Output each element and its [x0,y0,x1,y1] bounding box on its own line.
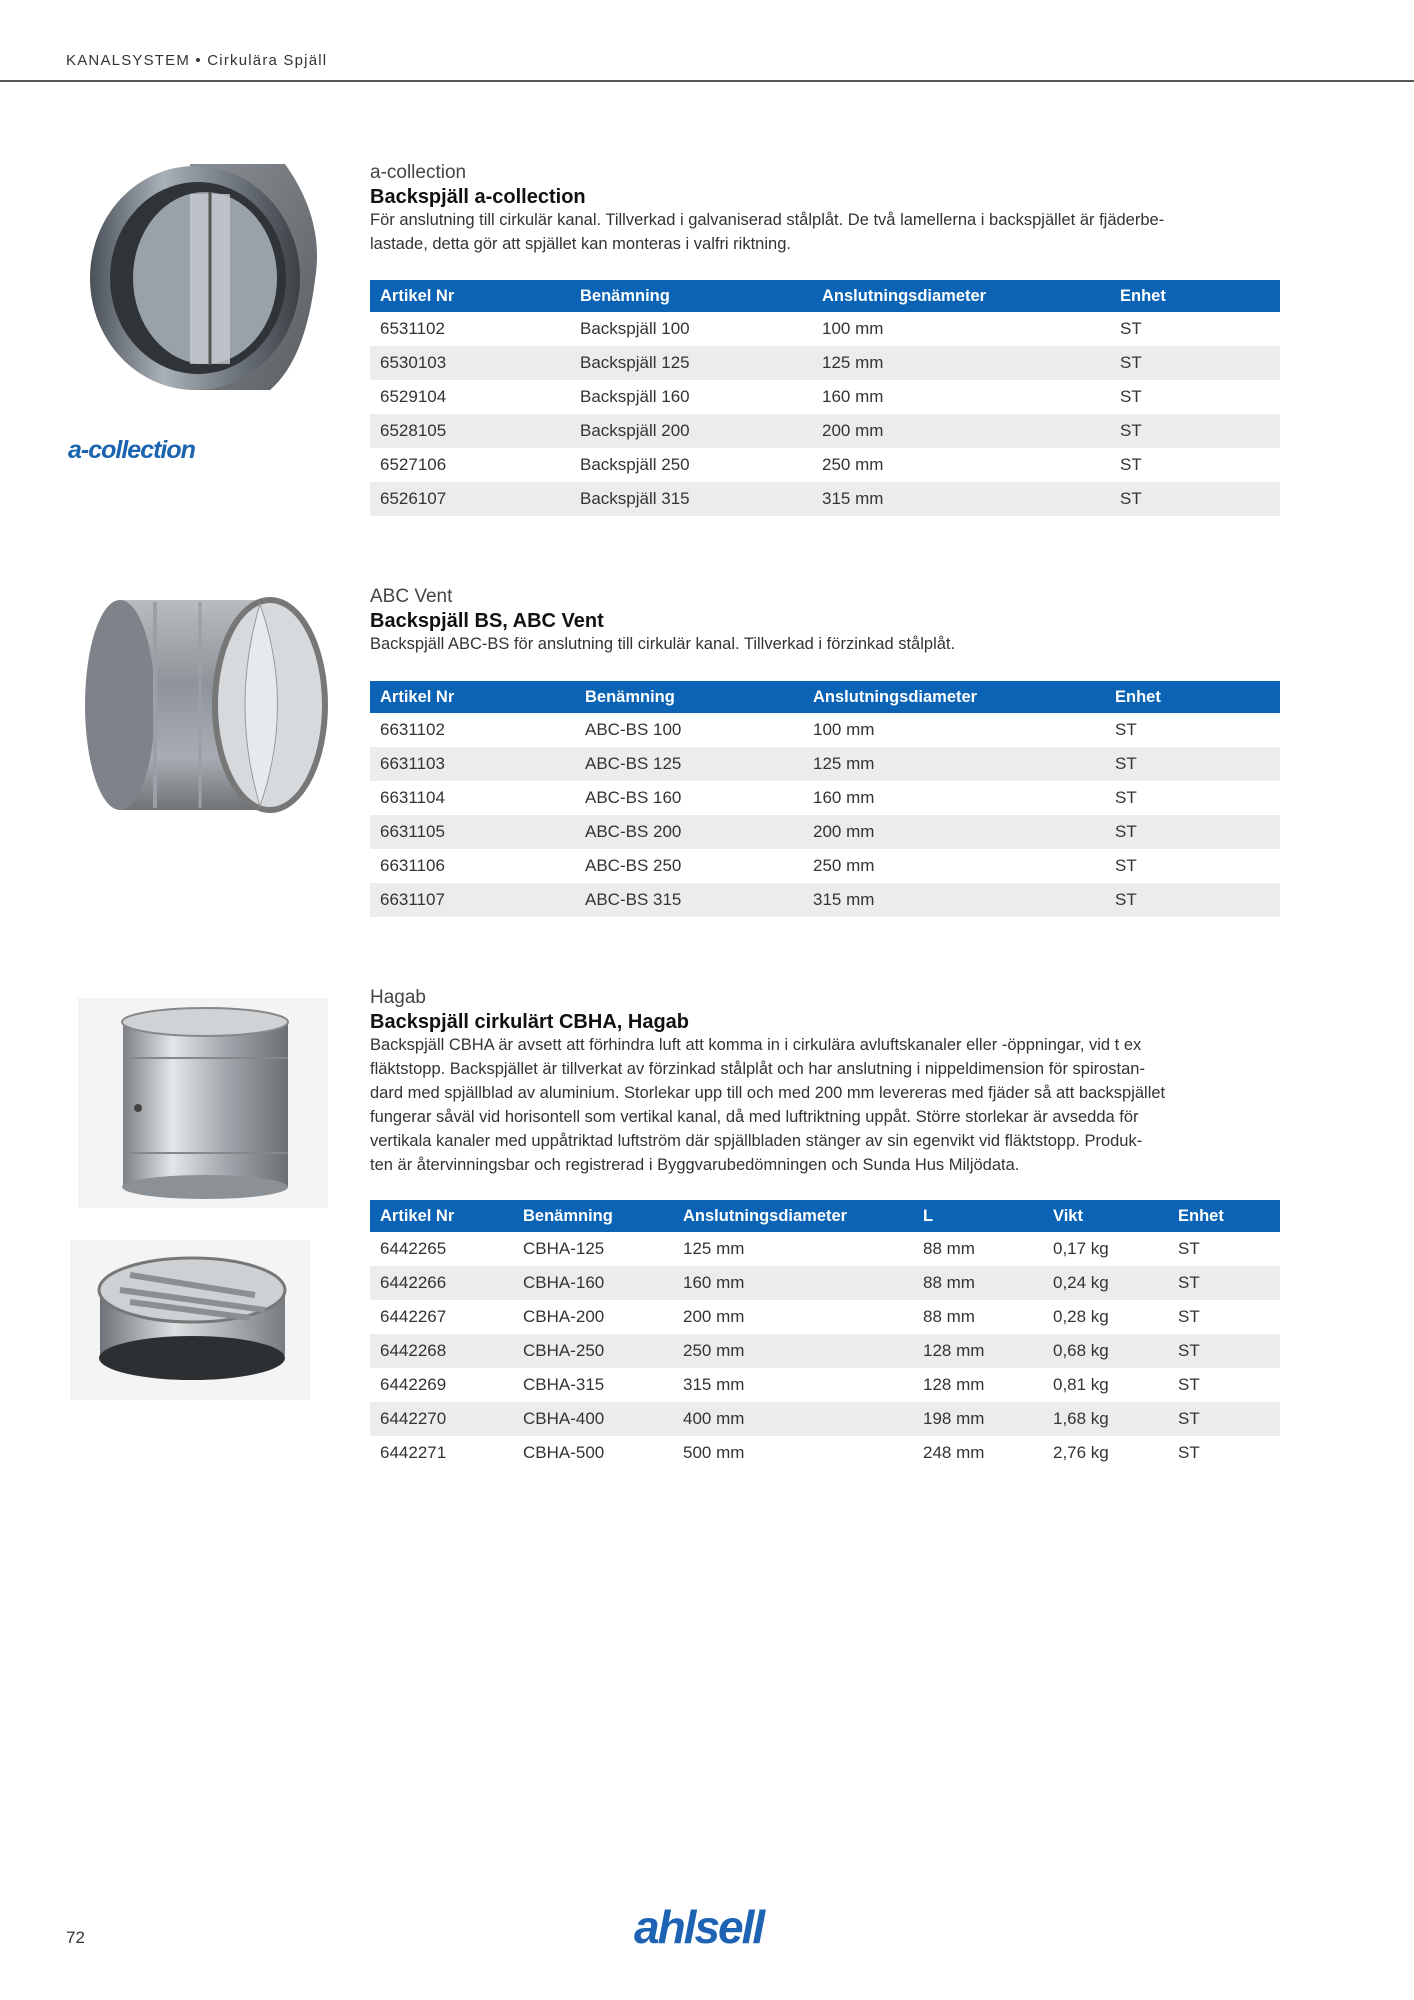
col-header: Artikel Nr [370,280,570,312]
table-cell: 6531102 [380,319,445,338]
table-cell: Backspjäll 100 [580,319,690,338]
table-row [370,346,1280,380]
table-cell: CBHA-200 [523,1307,605,1326]
table-cell: ST [1168,1266,1280,1300]
table-cell: Backspjäll 250 [580,455,690,474]
table-row [370,1402,1280,1436]
table-row [370,747,1280,781]
table-cell: 88 mm [913,1266,1043,1300]
section-abc-vent [370,586,1280,656]
table-cell: ABC-BS 315 [575,883,803,917]
section-title: Backspjäll BS, ABC Vent [370,610,604,632]
table-cell: CBHA-125 [523,1239,605,1258]
col-header: Artikel Nr [370,681,575,713]
table-row [370,1300,1280,1334]
table-cell: ST [1105,747,1280,781]
section-hagab [370,987,1280,1177]
table-cell: ST [1105,883,1280,917]
table-row [370,482,1280,516]
table-row [370,849,1280,883]
table-cell: ST [1178,1375,1200,1394]
table-cell: 250 mm [813,856,875,875]
product-image-abc-vent [80,590,330,820]
table-cell: 0,17 kg [1053,1239,1109,1258]
table-cell: 160 mm [673,1266,913,1300]
section-brand: Hagab [370,987,426,1008]
page-number: 72 [66,1928,85,1947]
table-cell: 88 mm [923,1239,975,1258]
col-header: Enhet [1110,280,1280,312]
table-cell: 100 mm [822,319,884,338]
table-cell: 315 mm [683,1375,745,1394]
table-cell: 6442266 [370,1266,513,1300]
section-brand: a-collection [370,162,467,183]
table-cell: 160 mm [822,387,884,406]
table-cell: ST [1105,815,1280,849]
col-header: Anslutningsdiameter [673,1200,913,1232]
table-cell: 6529104 [380,387,447,406]
table-cell: CBHA-160 [513,1266,673,1300]
table-cell: 6442271 [380,1443,447,1462]
a-collection-logo: a-collection [68,436,195,464]
table-cell: ST [1110,414,1280,448]
table-cell: 6631102 [380,720,445,739]
table-cell: 248 mm [923,1443,985,1462]
table-cell: 128 mm [923,1375,985,1394]
table-cell: ST [1120,319,1142,338]
table-cell: ST [1115,720,1137,739]
table-row [370,380,1280,414]
table-cell: ST [1168,1402,1280,1436]
table-cell: 6528105 [370,414,570,448]
section-title: Backspjäll a-collection [370,186,586,208]
table-cell: 200 mm [812,414,1110,448]
table-row [370,312,1280,346]
table-cell: 6631104 [380,788,445,807]
table-cell: 100 mm [813,720,875,739]
col-header: Anslutningsdiameter [812,280,1110,312]
table-row [370,1334,1280,1368]
table-cell: CBHA-400 [513,1402,673,1436]
table-cell: 250 mm [673,1334,913,1368]
section-description: För anslutning till cirkulär kanal. Tillverkad i galvaniserad stålplåt. De två lamellerna i backspjället är fjäderbe- lastade, detta gör att spjället kan monteras i valfri riktning. [370,211,1165,253]
section-title: Backspjäll cirkulärt CBHA, Hagab [370,1011,689,1033]
table-cell: 250 mm [822,455,884,474]
table-cell: 0,24 kg [1043,1266,1168,1300]
table-cell: 0,28 kg [1053,1307,1109,1326]
table-cell: 1,68 kg [1043,1402,1168,1436]
table-row [370,1368,1280,1402]
table-cell: ST [1110,346,1280,380]
table-cell: 6631103 [370,747,575,781]
table-cell: 6442268 [370,1334,513,1368]
col-header: Benämning [570,280,812,312]
table-cell: ST [1178,1239,1200,1258]
col-header: Anslutningsdiameter [803,681,1105,713]
product-image-cbha-side [78,998,328,1208]
table-row [370,1436,1280,1470]
table-cell: ST [1178,1307,1200,1326]
breadcrumb: KANALSYSTEM • Cirkulära Spjäll [66,52,328,69]
table-cell: 160 mm [813,788,875,807]
table-cell: 6631107 [370,883,575,917]
table-cell: 6526107 [370,482,570,516]
table-cell: 0,68 kg [1043,1334,1168,1368]
table-cell: Backspjäll 315 [570,482,812,516]
table-row [370,815,1280,849]
table-cell: 315 mm [803,883,1105,917]
table-cell: 125 mm [683,1239,745,1258]
table-cell: 88 mm [923,1307,975,1326]
table-row [370,781,1280,815]
table-cell: 6530103 [370,346,570,380]
spec-table-abc-vent [370,681,1280,917]
table-cell: 6442269 [380,1375,447,1394]
table-cell: 400 mm [673,1402,913,1436]
table-cell: Backspjäll 125 [570,346,812,380]
table-cell: ST [1168,1334,1280,1368]
table-row [370,713,1280,747]
product-image-a-collection [80,150,330,400]
col-header: Artikel Nr [370,1200,513,1232]
table-cell: Backspjäll 160 [580,387,690,406]
table-cell: ST [1120,387,1142,406]
header-divider [0,80,1414,82]
table-cell: 6442265 [380,1239,447,1258]
col-header: L [913,1200,1043,1232]
table-cell: 6442270 [370,1402,513,1436]
table-row [370,1232,1280,1266]
table-cell: ABC-BS 125 [575,747,803,781]
table-cell: 200 mm [683,1307,745,1326]
table-cell: 125 mm [812,346,1110,380]
table-cell: ST [1115,788,1137,807]
table-cell: 128 mm [913,1334,1043,1368]
table-cell: 6527106 [380,455,447,474]
section-description: Backspjäll CBHA är avsett att förhindra luft att komma in i cirkulära avluftskanaler eller -öppningar, vid t ex fläktstopp. Backspjället är tillverkat av förzinkad stålplåt och har anslutning i nippeldimension för spirostan- dard med spjällblad av aluminium. Storlekar upp till och med 200 mm levereras med fjäder så att backspjället fungerar såväl vid horisontell som vertikal kanal, då med luftriktning uppåt. Större storlekar är avsedda för vertikala kanaler med uppåtriktad luftström där spjällbladen stänger av sin egenvikt vid fläktstopp. Produk- ten är återvinningsbar och registrerad i Byggvarubedömningen och Sunda Hus Miljödata. [370,1036,1166,1174]
ahlsell-logo: ahlsell [634,1901,764,1953]
table-cell: 6631106 [380,856,445,875]
col-header: Benämning [575,681,803,713]
table-cell: CBHA-500 [523,1443,605,1462]
table-cell: Backspjäll 200 [570,414,812,448]
spec-table-a-collection [370,280,1280,516]
section-a-collection [370,162,1280,256]
product-image-cbha-top [70,1240,310,1400]
table-cell: 125 mm [803,747,1105,781]
table-cell: 200 mm [803,815,1105,849]
table-cell: ST [1115,856,1137,875]
table-cell: CBHA-250 [513,1334,673,1368]
section-brand: ABC Vent [370,586,453,607]
col-header: Benämning [513,1200,673,1232]
table-cell: 198 mm [913,1402,1043,1436]
col-header: Enhet [1168,1200,1280,1232]
section-description: Backspjäll ABC-BS för anslutning till cirkulär kanal. Tillverkad i förzinkad stålplåt. [370,635,956,653]
col-header: Enhet [1105,681,1280,713]
table-cell: 6631105 [370,815,575,849]
table-row [370,448,1280,482]
table-row [370,1266,1280,1300]
table-cell: ST [1120,455,1142,474]
table-row [370,883,1280,917]
table-cell: 315 mm [812,482,1110,516]
table-cell: ST [1178,1443,1200,1462]
table-cell: 2,76 kg [1053,1443,1109,1462]
table-cell: ABC-BS 160 [585,788,682,807]
table-cell: 500 mm [683,1443,745,1462]
table-cell: 0,81 kg [1053,1375,1109,1394]
spec-table-hagab [370,1200,1280,1470]
table-cell: ST [1110,482,1280,516]
table-cell: 6442267 [380,1307,447,1326]
table-cell: ABC-BS 250 [585,856,682,875]
table-row [370,414,1280,448]
col-header: Vikt [1043,1200,1168,1232]
table-cell: ABC-BS 100 [585,720,682,739]
table-cell: ABC-BS 200 [575,815,803,849]
table-cell: CBHA-315 [523,1375,605,1394]
